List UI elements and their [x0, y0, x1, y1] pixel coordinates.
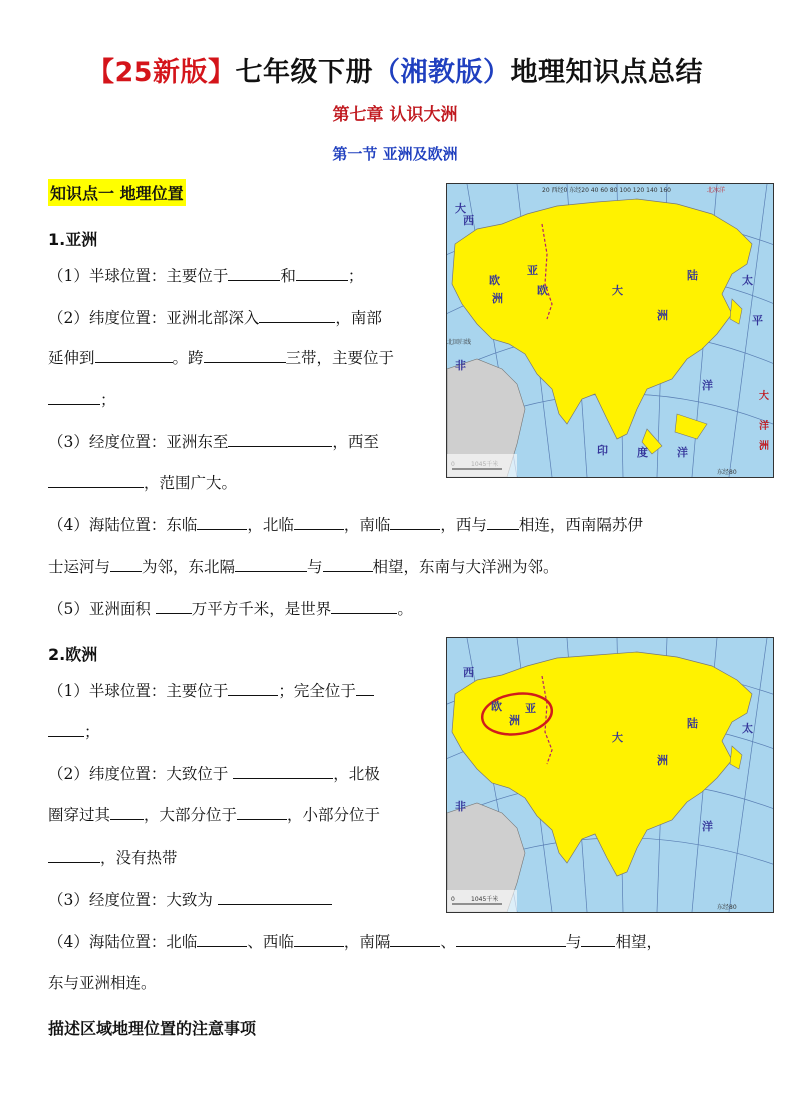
fill-blank[interactable] — [156, 597, 192, 614]
fill-blank[interactable] — [323, 555, 373, 572]
map-tick-label: 东经80 — [717, 469, 737, 476]
fill-blank[interactable] — [48, 471, 144, 488]
map-label: 大 — [612, 731, 623, 744]
map-label: 洋 — [702, 379, 713, 392]
archipelago — [675, 414, 707, 439]
europe-line-1: （1）半球位置：主要位于 ；完全位于 — [48, 679, 374, 702]
title-grade: 七年级下册 — [235, 57, 374, 88]
asia-line-2: （2）纬度位置：亚洲北部深入 ，南部 — [48, 306, 382, 329]
europe-line-8: 东与亚洲相连。 — [48, 974, 157, 992]
japan-island — [730, 746, 742, 769]
map-label: 印 — [597, 444, 608, 457]
fill-blank[interactable] — [197, 930, 247, 947]
notes-heading: 描述区域地理位置的注意事项 — [48, 1019, 257, 1038]
fill-blank[interactable] — [48, 720, 84, 737]
europe-line-2: ； — [48, 720, 100, 743]
map-label: 西 — [463, 214, 474, 227]
map-label: 亚 — [525, 702, 536, 715]
map-tick-label: 北回归线 — [447, 339, 472, 346]
map-label: 西 — [463, 666, 474, 679]
asia-line-7: （4）海陆位置：东临 ，北临 ，南临 ，西与 相连，西南隔苏伊 — [48, 513, 643, 536]
fill-blank[interactable] — [456, 930, 566, 947]
europe-map — [446, 637, 774, 913]
map-label: 度 — [637, 446, 648, 459]
map-label: 欧 — [489, 274, 500, 287]
fill-blank[interactable] — [48, 846, 100, 863]
europe-line-5: ，没有热带 — [48, 846, 178, 869]
map-scale-box — [447, 454, 517, 477]
chapter-heading: 第七章 认识大洲 — [332, 105, 458, 125]
fill-blank[interactable] — [228, 679, 278, 696]
map-label: 太 — [742, 274, 753, 287]
europe-line-3: （2）纬度位置：大致位于 ，北极 — [48, 762, 380, 785]
asia-map-graphic — [447, 184, 773, 477]
map-label: 大 — [759, 391, 769, 402]
fill-blank[interactable] — [356, 679, 374, 696]
map-label: 洲 — [492, 292, 503, 305]
fill-blank[interactable] — [294, 513, 344, 530]
map-tick-labels: 20 西经0 东经20 40 60 80 100 120 140 160 — [542, 187, 671, 194]
map-label: 洲 — [509, 714, 520, 727]
title-topic: 地理知识点总结 — [510, 57, 704, 88]
fill-blank[interactable] — [487, 513, 519, 530]
map-label: 平 — [752, 314, 763, 327]
map-label: 北冰洋 — [707, 187, 726, 194]
europe-map-graphic — [447, 638, 773, 912]
map-label: 亚 — [527, 264, 538, 277]
fill-blank[interactable] — [110, 555, 142, 572]
knowledge-point-heading: 知识点一 地理位置 — [48, 179, 186, 206]
fill-blank[interactable] — [294, 930, 344, 947]
map-label: 洋 — [759, 421, 769, 432]
asia-line-6: ，范围广大。 — [48, 471, 237, 494]
map-label: 洲 — [657, 754, 668, 767]
section-heading: 第一节 亚洲及欧洲 — [332, 145, 458, 163]
europe-line-6: （3）经度位置：大致为 — [48, 888, 332, 911]
map-tick-label: 东经80 — [717, 904, 737, 911]
asia-map — [446, 183, 774, 478]
asia-line-5: （3）经度位置：亚洲东至 ，西至 — [48, 430, 379, 453]
fill-blank[interactable] — [259, 306, 335, 323]
fill-blank[interactable] — [581, 930, 615, 947]
fill-blank[interactable] — [228, 264, 280, 281]
fill-blank[interactable] — [110, 803, 144, 820]
europe-line-4: 圈穿过其 ，大部分位于 ，小部分位于 — [48, 803, 380, 826]
europe-line-7: （4）海陆位置：北临 、西临 ，南隔 、 与 相望， — [48, 930, 662, 953]
title-edition-tag: 【25新版】 — [86, 57, 236, 88]
map-label: 洋 — [677, 446, 688, 459]
map-label: 洲 — [657, 309, 668, 322]
fill-blank[interactable] — [331, 597, 397, 614]
asia-line-4: ； — [48, 388, 116, 411]
map-label: 洋 — [702, 820, 713, 833]
fill-blank[interactable] — [237, 803, 287, 820]
map-scale-label: 1045千米 — [471, 896, 499, 903]
map-label: 大 — [612, 284, 623, 297]
asia-heading: 1.亚洲 — [48, 230, 98, 249]
map-label: 大 — [455, 202, 466, 215]
fill-blank[interactable] — [296, 264, 348, 281]
asia-line-3: 延伸到 。跨 三带，主要位于 — [48, 346, 394, 369]
asia-line-9: （5）亚洲面积 万平方千米，是世界 。 — [48, 597, 413, 620]
fill-blank[interactable] — [218, 888, 332, 905]
map-label: 欧 — [537, 284, 548, 297]
japan-island — [730, 299, 742, 324]
fill-blank[interactable] — [48, 388, 100, 405]
europe-heading: 2.欧洲 — [48, 645, 98, 664]
map-label: 陆 — [687, 717, 698, 730]
title-publisher: （湘教版） — [373, 57, 511, 88]
fill-blank[interactable] — [233, 762, 333, 779]
map-label: 洲 — [759, 441, 769, 452]
asia-line-8: 士运河与 为邻，东北隔 与 相望，东南与大洋洲为邻。 — [48, 555, 559, 578]
fill-blank[interactable] — [95, 346, 173, 363]
map-scale-zero: 0 — [451, 896, 455, 903]
page-title — [0, 50, 790, 89]
fill-blank[interactable] — [228, 430, 332, 447]
fill-blank[interactable] — [390, 930, 440, 947]
fill-blank[interactable] — [390, 513, 440, 530]
map-label: 太 — [742, 722, 753, 735]
map-label: 陆 — [687, 269, 698, 282]
map-label: 非 — [455, 359, 466, 372]
fill-blank[interactable] — [204, 346, 286, 363]
map-label: 非 — [455, 800, 466, 813]
fill-blank[interactable] — [235, 555, 307, 572]
fill-blank[interactable] — [197, 513, 247, 530]
asia-line-1: （1）半球位置：主要位于 和 ； — [48, 264, 363, 287]
map-label: 欧 — [491, 700, 502, 713]
